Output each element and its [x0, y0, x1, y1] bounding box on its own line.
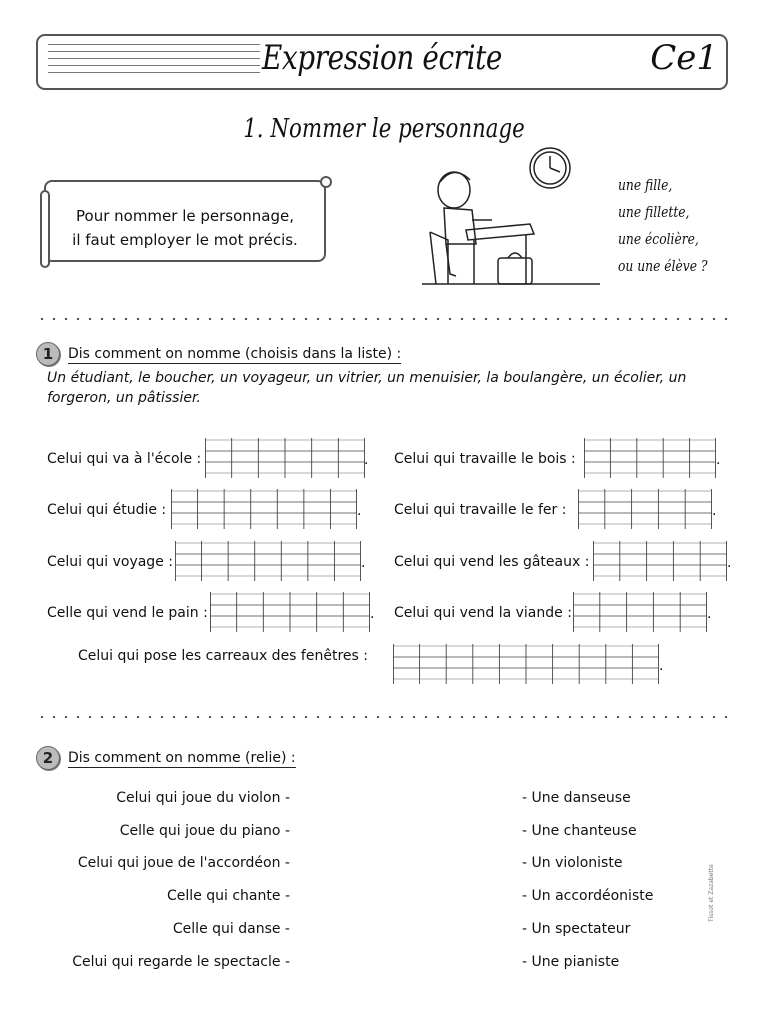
exercise-1-word-list: Un étudiant, le boucher, un voyageur, un vitrier, un menuisier, la boulangère, un écolier, un forgeron, un pâtissier.: [47, 370, 687, 406]
rule-box: [44, 180, 326, 262]
end-dot: .: [361, 555, 366, 571]
title-banner: [36, 34, 728, 90]
answer-grid[interactable]: [573, 592, 707, 632]
exercise-2-instruction: Dis comment on nomme (relie) :: [68, 750, 296, 766]
grade-level: Ce1: [650, 38, 718, 78]
match-right-item[interactable]: - Un accordéoniste: [522, 888, 654, 904]
item-label: Celui qui voyage :: [47, 554, 173, 570]
answer-grid[interactable]: [593, 541, 727, 581]
match-left-item[interactable]: Celle qui danse -: [172, 921, 290, 937]
end-dot: .: [716, 452, 721, 468]
item-label: Celle qui vend le pain :: [47, 605, 208, 621]
callout-word: une fillette,: [618, 203, 690, 221]
item-label: Celui qui vend les gâteaux :: [394, 554, 590, 570]
lesson-title: 1. Nommer le personnage: [243, 114, 525, 144]
match-left-item[interactable]: Celui qui joue du violon -: [116, 790, 290, 806]
exercise-2-number-badge: 2: [36, 746, 60, 770]
answer-grid[interactable]: [393, 644, 659, 684]
exercise-1-number-badge: 1: [36, 342, 60, 366]
match-right-item[interactable]: - Une pianiste: [522, 954, 620, 970]
rule-line-1: Pour nommer le personnage,: [76, 207, 294, 225]
callout-word: ou une élève ?: [618, 257, 708, 275]
match-right-item[interactable]: - Une danseuse: [522, 790, 631, 806]
end-dot: .: [370, 606, 375, 622]
item-label: Celui qui pose les carreaux des fenêtres :: [78, 648, 368, 664]
callout-word: une fille,: [618, 176, 673, 194]
end-dot: .: [712, 503, 717, 519]
match-left-item[interactable]: Celle qui chante -: [167, 888, 290, 904]
end-dot: .: [659, 658, 664, 674]
item-label: Celui qui va à l'école :: [47, 451, 202, 467]
scroll-curl-right: [320, 176, 332, 188]
answer-grid[interactable]: [584, 438, 716, 478]
match-right-item[interactable]: - Une chanteuse: [522, 823, 637, 839]
item-label: Celui qui travaille le fer :: [394, 502, 567, 518]
end-dot: .: [364, 452, 369, 468]
item-label: Celui qui vend la viande :: [394, 605, 572, 621]
match-left-item[interactable]: Celui qui joue de l'accordéon -: [77, 855, 290, 871]
page-title: Expression écrite: [262, 38, 502, 78]
rule-line-2: il faut employer le mot précis.: [72, 231, 298, 249]
answer-grid[interactable]: [210, 592, 370, 632]
rule-text: [46, 204, 324, 252]
schoolgirl-illustration: [414, 144, 614, 294]
answer-grid[interactable]: [578, 489, 712, 529]
answer-grid[interactable]: [175, 541, 361, 581]
match-left-item[interactable]: Celle qui joue du piano -: [119, 823, 290, 839]
item-label: Celui qui étudie :: [47, 502, 167, 518]
match-right-item[interactable]: - Un violoniste: [522, 855, 623, 871]
callout-word: une écolière,: [618, 230, 699, 248]
dotted-separator: [36, 716, 736, 718]
match-right-item[interactable]: - Un spectateur: [522, 921, 631, 937]
end-dot: .: [727, 555, 732, 571]
credit-text: Tissot et Zazabette: [708, 864, 715, 922]
callout-word-list: [618, 172, 707, 280]
item-label: Celui qui travaille le bois :: [394, 451, 576, 467]
dotted-separator: [36, 318, 736, 320]
end-dot: .: [357, 503, 362, 519]
match-left-item[interactable]: Celui qui regarde le spectacle -: [72, 954, 290, 970]
answer-grid[interactable]: [205, 438, 365, 478]
end-dot: .: [707, 606, 712, 622]
answer-grid[interactable]: [171, 489, 357, 529]
exercise-1-instruction: Dis comment on nomme (choisis dans la liste) :: [68, 346, 402, 362]
